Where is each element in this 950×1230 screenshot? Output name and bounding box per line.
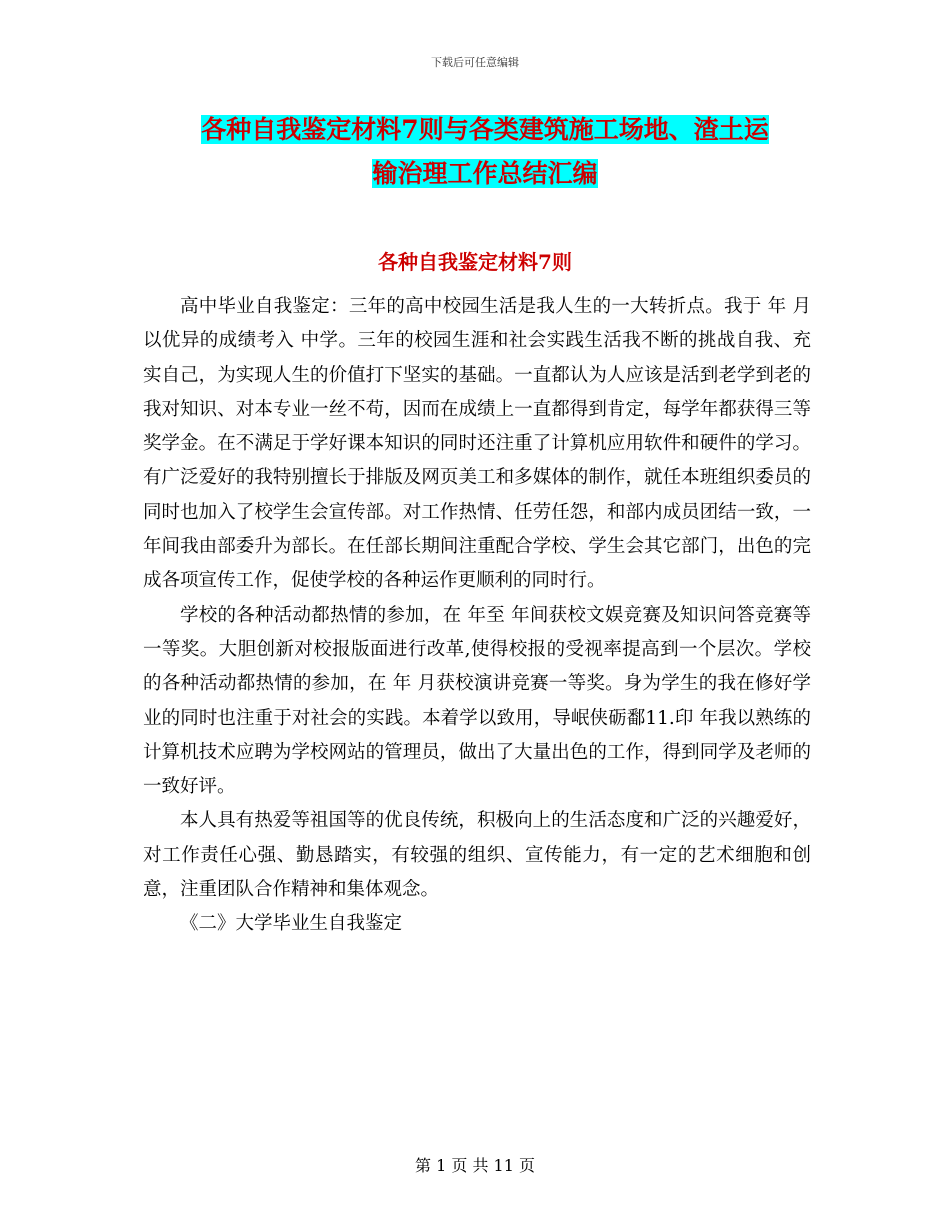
paragraph-1: 高中毕业自我鉴定：三年的高中校园生活是我人生的一大转折点。我于 年 月以优异的成绩考入 中学。三年的校园生涯和社会实践生活我不断的挑战自我、充实自己，为实现人生的价值打下坚实的基础。一直都认为人应该是活到老学到老的我对知识、对本专业一丝不苟，因而在成绩上一直都得到肯定，每学年都获得三等奖学金。在不满足于学好课本知识的同时还注重了计算机应用软件和硬件的学习。 有广泛爱好的我特别擅长于排版及网页美工和多媒体的制作，就任本班组织委员的同时也加入了校学生会宣传部。对工作热情、任劳任怨，和部内成员团结一致，一年间我由部委升为部长。在任部长期间注重配合学校、学生会其它部门，出色的完成各项宣传工作，促使学校的各种运作更顺利的同时行。	[143, 296, 811, 592]
paragraph-2: 学校的各种活动都热情的参加，在 年至 年间获校文娱竞赛及知识问答竞赛等一等奖。大胆创新对校报版面进行改革,使得校报的受视率提高到一个层次。学校的各种活动都热情的参加，在 年 月获校演讲竞赛一等奖。身为学生的我在修好学业的同时也注重于对社会的实践。本着学以致用，导岷侠砺鄱11.印 年我以熟练的计算机技术应聘为学校网站的管理员，做出了大量出色的工作，得到同学及老师的一致好评。	[143, 604, 811, 798]
document-title-line-1: 各种自我鉴定材料7则与各类建筑施工场地、渣土运	[201, 115, 769, 144]
paragraph-3: 本人具有热爱等祖国等的优良传统，积极向上的生活态度和广泛的兴趣爱好，对工作责任心强、勤恳踏实，有较强的组织、宣传能力，有一定的艺术细胞和创意，注重团队合作精神和集体观念。	[143, 810, 811, 901]
body-text	[143, 290, 811, 942]
header-note: 下载后可任意编辑	[431, 56, 519, 69]
paragraph-4: 《二》大学毕业生自我鉴定	[180, 913, 403, 935]
section-title: 各种自我鉴定材料7则	[378, 250, 572, 274]
document-title	[145, 108, 825, 196]
document-title-line-2: 输治理工作总结汇编	[372, 159, 598, 188]
page-indicator: 第 1 页 共 11 页	[415, 1156, 535, 1175]
